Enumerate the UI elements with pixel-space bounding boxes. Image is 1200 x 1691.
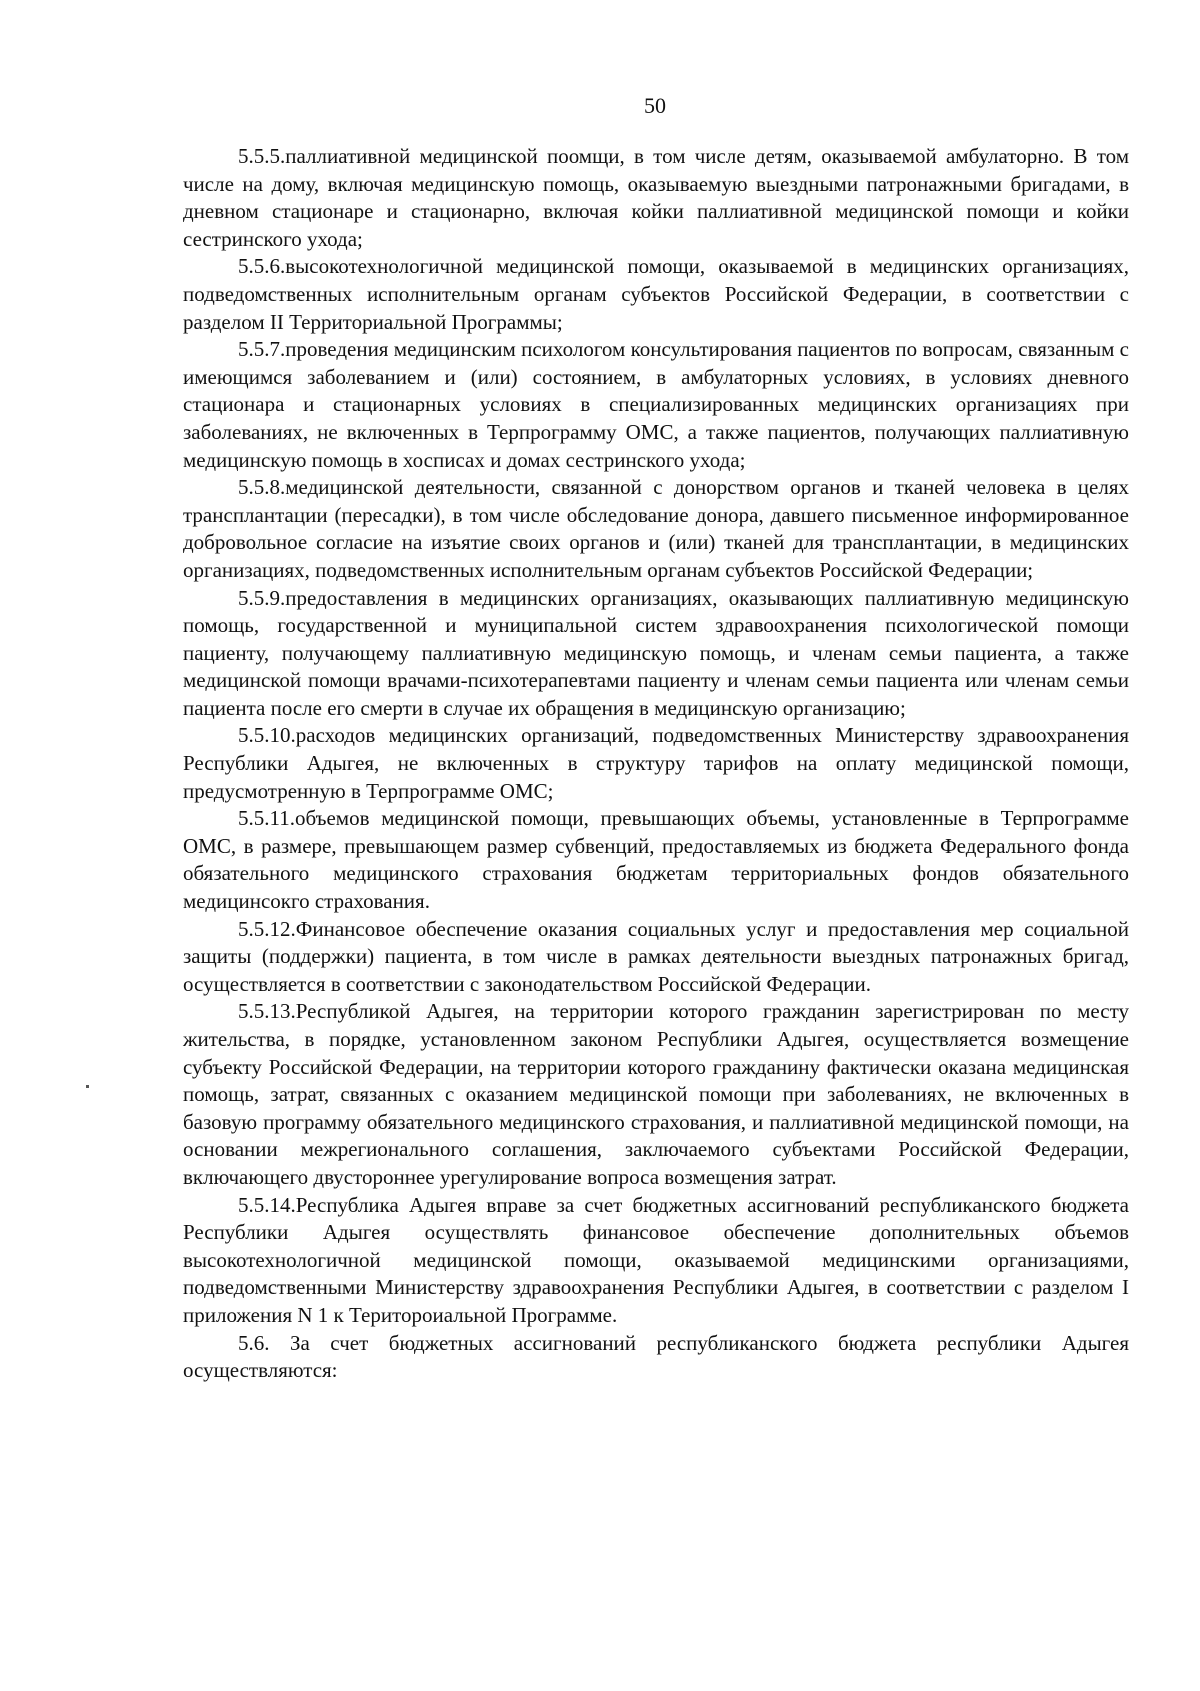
paragraph-5-5-7: 5.5.7.проведения медицинским психологом консультирования пациентов по вопросам, связанным с имеющимся заболеванием и (или) состоянием, в амбулаторных условиях, в условиях дневного стационара и стационарных условиях в специализированных медицинских организациях при заболеваниях, не включенных в Терпрограмму ОМС, а также пациентов, получающих паллиативную медицинскую помощь в хосписах и домах сестринского ухода; [183,337,1129,472]
paragraph-5-5-11: 5.5.11.объемов медицинской помощи, превышающих объемы, установленные в Терпрограмме ОМС, в размере, превышающем размер субвенций, предоставляемых из бюджета Федерального фонда обязательного медицинского страхования бюджетам территориальных фондов обязательного медицинсокго страхования. [183,806,1129,914]
page-number: 50 [644,93,666,118]
paragraph-5-5-13: 5.5.13.Республикой Адыгея, на территории которого гражданин зарегистрирован по месту жительства, в порядке, установленном законом Республики Адыгея, осуществляется возмещение субъекту Российской Федерации, на территории которого гражданину фактически оказана медицинская помощь, затрат, связанных с оказанием медицинской помощи при заболеваниях, не включенных в базовую программу обязательного медицинского страхования, и паллиативной медицинской помощи, на основании межрегионального соглашения, заключаемого субъектами Российской Федерации, включающего двустороннее урегулирование вопроса возмещения затрат. [183,999,1129,1189]
paragraph-5-5-9: 5.5.9.предоставления в медицинских организациях, оказывающих паллиативную медицинскую помощь, государственной и муниципальной систем здравоохранения психологической помощи пациенту, получающему паллиативную медицинскую помощь, и членам семьи пациента, а также медицинской помощи врачами-психотерапевтами пациенту и членам семьи пациента или членам семьи пациента после его смерти в случае их обращения в медицинскую организацию; [183,585,1129,720]
paragraph-5-5-10: 5.5.10.расходов медицинских организаций, подведомственных Министерству здравоохранения Республики Адыгея, не включенных в структуру тарифов на оплату медицинской помощи, предусмотренную в Терпрограмме ОМС; [183,723,1129,803]
scan-speck [86,1085,89,1088]
paragraph-5-5-6: 5.5.6.высокотехнологичной медицинской помощи, оказываемой в медицинских организациях, подведомственных исполнительным органам субъектов Российской Федерации, в соответствии с разделом II Территориальной Программы; [183,254,1129,334]
paragraph-5-5-14: 5.5.14.Республика Адыгея вправе за счет бюджетных ассигнований республиканского бюджета Республики Адыгея осуществлять финансовое обеспечение дополнительных объемов высокотехнологичной медицинской помощи, оказываемой медицинскими организациями, подведомственными Министерству здравоохранения Республики Адыгея, в соответствии с разделом I приложения N 1 к Територоиальной Программе. [183,1192,1129,1327]
paragraph-5-5-8: 5.5.8.медицинской деятельности, связанной с донорством органов и тканей человека в целях трансплантации (пересадки), в том числе обследование донора, давшего письменное информированное добровольное согласие на изъятие своих органов и (или) тканей для трансплантации, в медицинских организациях, подведомственных исполнительным органам субъектов Российской Федерации; [183,475,1129,582]
document-body [183,143,1129,1385]
paragraph-5-5-5: 5.5.5.паллиативной медицинской поомщи, в том числе детям, оказываемой амбулаторно. В том числе на дому, включая медицинскую помощь, оказываемую выездными патронажными бригадами, в дневном стационаре и стационарно, включая койки паллиативной медицинской помощи и койки сестринского ухода; [183,144,1129,251]
paragraph-5-5-12: 5.5.12.Финансовое обеспечение оказания социальных услуг и предоставления мер социальной защиты (поддержки) пациента, в том числе в рамках деятельности выездных патронажных бригад, осуществляется в соответствии с законодательством Российской Федерации. [183,916,1129,996]
paragraph-5-6: 5.6. За счет бюджетных ассигнований республиканского бюджета республики Адыгея осуществляются: [183,1330,1129,1383]
